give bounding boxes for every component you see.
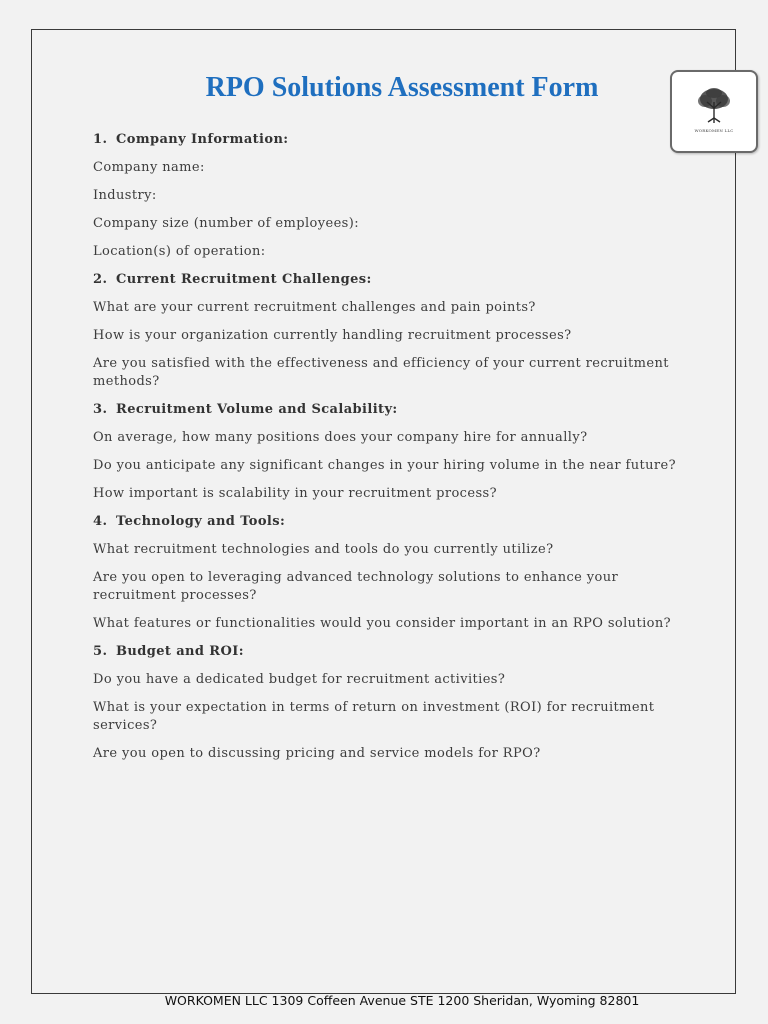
question-industry: Industry:: [93, 188, 157, 203]
logo-text: WORKOMEN LLC: [694, 128, 734, 133]
section-heading: 4. Technology and Tools:: [93, 514, 286, 529]
company-logo: [670, 70, 758, 153]
footer-address: WORKOMEN LLC 1309 Coffeen Avenue STE 1200 Sheridan, Wyoming 82801: [164, 993, 640, 1008]
question-locations: Location(s) of operation:: [93, 244, 266, 259]
section-recruitment-challenges: [93, 271, 683, 391]
question-company-name: Company name:: [93, 160, 205, 175]
question-item: On average, how many positions does your company hire for annually?: [93, 430, 588, 445]
section-heading: 1. Company Information:: [93, 132, 289, 147]
question-item: Are you satisfied with the effectiveness and efficiency of your current recruitment methods?: [93, 356, 669, 389]
page-title: RPO Solutions Assessment Form: [205, 72, 599, 103]
question-item: Are you open to leveraging advanced technology solutions to enhance your recruitment processes?: [93, 570, 619, 603]
section-recruitment-volume: [93, 401, 683, 503]
question-item: What features or functionalities would you consider important in an RPO solution?: [93, 616, 671, 631]
section-heading: 5. Budget and ROI:: [93, 644, 244, 659]
question-item: What recruitment technologies and tools do you currently utilize?: [93, 542, 554, 557]
question-item: How is your organization currently handling recruitment processes?: [93, 328, 572, 343]
question-item: Are you open to discussing pricing and service models for RPO?: [93, 746, 541, 761]
section-heading: 2. Current Recruitment Challenges:: [93, 272, 372, 287]
tree-icon: [694, 88, 734, 126]
section-company-information: [93, 131, 683, 261]
section-heading: 3. Recruitment Volume and Scalability:: [93, 402, 398, 417]
question-item: Do you have a dedicated budget for recruitment activities?: [93, 672, 506, 687]
question-item: What are your current recruitment challenges and pain points?: [93, 300, 536, 315]
question-item: Do you anticipate any significant changes in your hiring volume in the near future?: [93, 458, 676, 473]
form-content: [93, 131, 683, 773]
section-technology-tools: [93, 513, 683, 633]
question-item: What is your expectation in terms of return on investment (ROI) for recruitment services?: [93, 700, 655, 733]
section-budget-roi: [93, 643, 683, 763]
question-company-size: Company size (number of employees):: [93, 216, 359, 231]
question-item: How important is scalability in your recruitment process?: [93, 486, 497, 501]
